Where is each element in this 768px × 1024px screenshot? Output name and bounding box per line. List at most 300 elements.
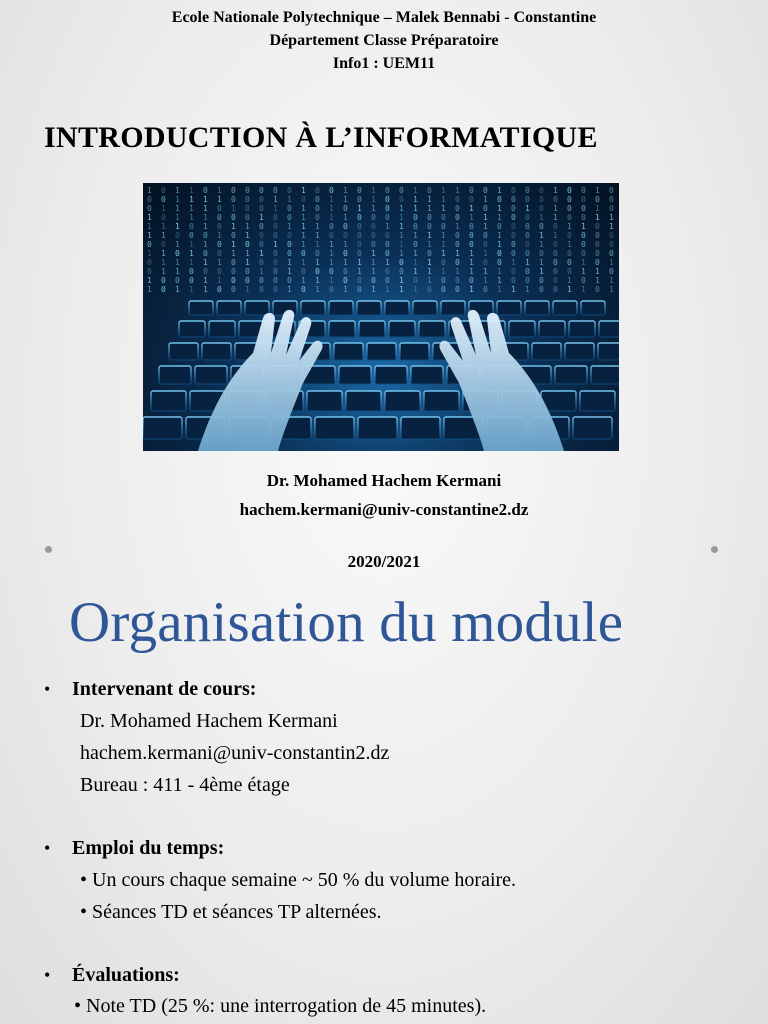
svg-text:1: 1 — [329, 195, 334, 204]
svg-text:1: 1 — [189, 249, 194, 258]
svg-text:0: 0 — [161, 276, 166, 285]
list-item — [74, 995, 486, 1018]
svg-text:0: 0 — [203, 249, 208, 258]
svg-text:1: 1 — [371, 249, 376, 258]
svg-text:1: 1 — [175, 213, 180, 222]
department-name: Département Classe Préparatoire — [269, 32, 499, 49]
svg-text:1: 1 — [175, 186, 180, 195]
svg-text:1: 1 — [413, 195, 418, 204]
svg-text:1: 1 — [567, 240, 572, 249]
svg-text:0: 0 — [273, 276, 278, 285]
svg-text:1: 1 — [315, 231, 320, 240]
svg-text:0: 0 — [595, 195, 600, 204]
svg-text:0: 0 — [441, 213, 446, 222]
svg-text:0: 0 — [231, 285, 236, 294]
svg-text:1: 1 — [273, 204, 278, 213]
svg-text:1: 1 — [399, 249, 404, 258]
svg-text:0: 0 — [217, 222, 222, 231]
svg-text:1: 1 — [217, 276, 222, 285]
svg-text:0: 0 — [539, 285, 544, 294]
svg-text:0: 0 — [539, 204, 544, 213]
svg-text:0: 0 — [511, 195, 516, 204]
svg-text:1: 1 — [189, 258, 194, 267]
svg-text:1: 1 — [427, 276, 432, 285]
svg-text:1: 1 — [609, 258, 614, 267]
svg-text:0: 0 — [511, 222, 516, 231]
svg-text:0: 0 — [161, 213, 166, 222]
svg-text:0: 0 — [385, 213, 390, 222]
svg-text:1: 1 — [399, 240, 404, 249]
svg-text:1: 1 — [371, 258, 376, 267]
svg-text:1: 1 — [287, 267, 292, 276]
svg-text:0: 0 — [203, 267, 208, 276]
svg-text:0: 0 — [357, 222, 362, 231]
svg-text:0: 0 — [161, 240, 166, 249]
svg-text:1: 1 — [231, 204, 236, 213]
svg-text:0: 0 — [217, 204, 222, 213]
svg-text:0: 0 — [371, 240, 376, 249]
svg-text:0: 0 — [245, 240, 250, 249]
svg-text:0: 0 — [357, 231, 362, 240]
svg-text:1: 1 — [315, 222, 320, 231]
svg-text:0: 0 — [147, 267, 152, 276]
svg-text:0: 0 — [203, 186, 208, 195]
svg-text:1: 1 — [147, 186, 152, 195]
svg-text:0: 0 — [315, 186, 320, 195]
svg-text:1: 1 — [217, 186, 222, 195]
svg-text:0: 0 — [259, 204, 264, 213]
bullet-icon: • — [44, 965, 51, 985]
svg-text:0: 0 — [413, 222, 418, 231]
svg-text:0: 0 — [539, 276, 544, 285]
svg-text:0: 0 — [189, 276, 194, 285]
course-code: Info1 : UEM11 — [332, 55, 436, 72]
svg-text:1: 1 — [455, 267, 460, 276]
svg-text:1: 1 — [553, 213, 558, 222]
svg-text:0: 0 — [399, 267, 404, 276]
svg-text:0: 0 — [539, 195, 544, 204]
svg-text:1: 1 — [343, 213, 348, 222]
svg-text:1: 1 — [259, 267, 264, 276]
svg-text:1: 1 — [259, 213, 264, 222]
svg-text:1: 1 — [385, 258, 390, 267]
svg-text:1: 1 — [469, 258, 474, 267]
svg-text:0: 0 — [581, 276, 586, 285]
svg-text:1: 1 — [203, 258, 208, 267]
svg-text:1: 1 — [371, 267, 376, 276]
svg-text:0: 0 — [245, 195, 250, 204]
svg-text:1: 1 — [175, 222, 180, 231]
svg-text:0: 0 — [427, 213, 432, 222]
svg-text:1: 1 — [147, 231, 152, 240]
bullet-icon: • — [44, 838, 51, 858]
bullet-icon: • — [74, 995, 82, 1017]
svg-text:0: 0 — [301, 249, 306, 258]
svg-text:0: 0 — [427, 249, 432, 258]
svg-text:1: 1 — [567, 285, 572, 294]
svg-text:1: 1 — [567, 222, 572, 231]
svg-text:0: 0 — [511, 276, 516, 285]
svg-text:0: 0 — [273, 258, 278, 267]
svg-text:0: 0 — [259, 186, 264, 195]
schedule-item: Séances TD et séances TP alternées. — [92, 901, 382, 923]
svg-text:0: 0 — [287, 276, 292, 285]
svg-text:1: 1 — [595, 204, 600, 213]
svg-text:0: 0 — [217, 267, 222, 276]
svg-text:1: 1 — [539, 231, 544, 240]
svg-text:0: 0 — [567, 195, 572, 204]
svg-text:0: 0 — [455, 195, 460, 204]
svg-text:1: 1 — [609, 213, 614, 222]
svg-text:0: 0 — [147, 258, 152, 267]
svg-text:1: 1 — [343, 258, 348, 267]
svg-text:1: 1 — [329, 249, 334, 258]
svg-text:1: 1 — [525, 258, 530, 267]
svg-text:1: 1 — [357, 258, 362, 267]
speaker-name: Dr. Mohamed Hachem Kermani — [80, 710, 338, 732]
author-email: hachem.kermani@univ-constantine2.dz — [239, 500, 529, 519]
svg-text:0: 0 — [455, 285, 460, 294]
svg-text:0: 0 — [357, 213, 362, 222]
svg-text:0: 0 — [497, 258, 502, 267]
svg-text:1: 1 — [301, 258, 306, 267]
svg-text:1: 1 — [483, 267, 488, 276]
svg-text:0: 0 — [273, 285, 278, 294]
svg-text:0: 0 — [525, 231, 530, 240]
svg-text:0: 0 — [217, 213, 222, 222]
svg-text:0: 0 — [301, 285, 306, 294]
svg-text:1: 1 — [427, 231, 432, 240]
svg-text:1: 1 — [189, 285, 194, 294]
svg-text:1: 1 — [189, 204, 194, 213]
svg-text:1: 1 — [581, 285, 586, 294]
svg-text:0: 0 — [301, 195, 306, 204]
svg-text:1: 1 — [497, 213, 502, 222]
svg-text:0: 0 — [567, 186, 572, 195]
svg-text:0: 0 — [595, 258, 600, 267]
svg-text:0: 0 — [343, 231, 348, 240]
svg-text:0: 0 — [217, 249, 222, 258]
svg-text:1: 1 — [497, 267, 502, 276]
svg-text:0: 0 — [525, 240, 530, 249]
svg-text:0: 0 — [553, 258, 558, 267]
svg-text:0: 0 — [525, 222, 530, 231]
svg-text:0: 0 — [553, 267, 558, 276]
svg-text:0: 0 — [581, 231, 586, 240]
svg-text:0: 0 — [525, 276, 530, 285]
svg-text:0: 0 — [525, 249, 530, 258]
svg-text:1: 1 — [385, 222, 390, 231]
svg-text:1: 1 — [553, 231, 558, 240]
svg-text:1: 1 — [301, 240, 306, 249]
svg-text:0: 0 — [469, 186, 474, 195]
svg-text:1: 1 — [483, 222, 488, 231]
svg-text:1: 1 — [147, 285, 152, 294]
svg-text:0: 0 — [231, 267, 236, 276]
svg-text:0: 0 — [231, 258, 236, 267]
svg-text:0: 0 — [385, 186, 390, 195]
svg-text:0: 0 — [357, 285, 362, 294]
svg-text:0: 0 — [259, 195, 264, 204]
svg-text:1: 1 — [539, 267, 544, 276]
svg-text:1: 1 — [315, 276, 320, 285]
svg-text:1: 1 — [525, 285, 530, 294]
svg-text:0: 0 — [385, 249, 390, 258]
organisation-slide — [0, 540, 768, 1024]
svg-text:1: 1 — [441, 186, 446, 195]
svg-text:0: 0 — [441, 276, 446, 285]
svg-text:1: 1 — [287, 258, 292, 267]
svg-text:0: 0 — [511, 231, 516, 240]
svg-text:1: 1 — [581, 222, 586, 231]
svg-text:1: 1 — [469, 267, 474, 276]
svg-text:0: 0 — [595, 231, 600, 240]
svg-text:0: 0 — [343, 249, 348, 258]
svg-text:0: 0 — [315, 249, 320, 258]
speaker-email: hachem.kermani@univ-constantin2.dz — [80, 742, 390, 764]
svg-text:0: 0 — [357, 186, 362, 195]
svg-text:0: 0 — [315, 204, 320, 213]
svg-text:1: 1 — [441, 240, 446, 249]
svg-text:0: 0 — [609, 204, 614, 213]
svg-text:0: 0 — [539, 186, 544, 195]
svg-text:1: 1 — [203, 276, 208, 285]
svg-text:0: 0 — [147, 204, 152, 213]
svg-text:0: 0 — [329, 231, 334, 240]
svg-text:1: 1 — [511, 285, 516, 294]
svg-text:1: 1 — [553, 186, 558, 195]
svg-text:0: 0 — [511, 204, 516, 213]
svg-text:1: 1 — [455, 222, 460, 231]
svg-text:1: 1 — [231, 240, 236, 249]
svg-text:0: 0 — [343, 276, 348, 285]
svg-text:0: 0 — [511, 267, 516, 276]
svg-text:0: 0 — [511, 213, 516, 222]
svg-text:1: 1 — [189, 240, 194, 249]
svg-text:0: 0 — [231, 195, 236, 204]
svg-text:1: 1 — [301, 276, 306, 285]
bullet-icon: • — [80, 869, 88, 891]
svg-text:1: 1 — [343, 195, 348, 204]
svg-text:1: 1 — [287, 222, 292, 231]
svg-text:1: 1 — [329, 258, 334, 267]
svg-text:0: 0 — [161, 186, 166, 195]
svg-text:1: 1 — [189, 186, 194, 195]
svg-text:1: 1 — [245, 249, 250, 258]
section-heading: Intervenant de cours: — [72, 678, 257, 700]
svg-text:0: 0 — [287, 240, 292, 249]
svg-text:1: 1 — [483, 276, 488, 285]
svg-text:1: 1 — [175, 240, 180, 249]
svg-text:1: 1 — [217, 195, 222, 204]
svg-text:0: 0 — [581, 249, 586, 258]
svg-text:0: 0 — [231, 276, 236, 285]
svg-text:0: 0 — [329, 222, 334, 231]
svg-text:0: 0 — [525, 186, 530, 195]
svg-text:1: 1 — [175, 258, 180, 267]
svg-text:0: 0 — [231, 186, 236, 195]
svg-text:0: 0 — [455, 276, 460, 285]
svg-text:1: 1 — [259, 249, 264, 258]
svg-text:0: 0 — [385, 195, 390, 204]
svg-text:1: 1 — [203, 285, 208, 294]
svg-text:1: 1 — [231, 222, 236, 231]
svg-text:0: 0 — [287, 204, 292, 213]
svg-text:1: 1 — [497, 285, 502, 294]
svg-text:1: 1 — [217, 231, 222, 240]
svg-text:1: 1 — [539, 258, 544, 267]
svg-text:0: 0 — [567, 249, 572, 258]
svg-text:1: 1 — [427, 258, 432, 267]
svg-text:1: 1 — [413, 204, 418, 213]
svg-text:1: 1 — [385, 285, 390, 294]
svg-text:0: 0 — [273, 267, 278, 276]
svg-text:0: 0 — [231, 231, 236, 240]
svg-text:0: 0 — [427, 285, 432, 294]
svg-text:1: 1 — [497, 276, 502, 285]
svg-text:0: 0 — [567, 231, 572, 240]
svg-text:1: 1 — [483, 213, 488, 222]
svg-text:0: 0 — [399, 195, 404, 204]
svg-text:0: 0 — [553, 285, 558, 294]
svg-text:0: 0 — [175, 231, 180, 240]
evaluation-item: Note TD (25 %: une interrogation de 45 minutes). — [86, 995, 487, 1017]
svg-text:0: 0 — [259, 231, 264, 240]
svg-text:1: 1 — [203, 195, 208, 204]
svg-text:0: 0 — [497, 222, 502, 231]
svg-text:0: 0 — [245, 186, 250, 195]
svg-text:0: 0 — [371, 276, 376, 285]
svg-text:0: 0 — [455, 240, 460, 249]
svg-text:0: 0 — [413, 213, 418, 222]
svg-text:1: 1 — [469, 204, 474, 213]
svg-text:0: 0 — [469, 222, 474, 231]
svg-text:0: 0 — [609, 240, 614, 249]
svg-text:1: 1 — [203, 222, 208, 231]
svg-text:1: 1 — [245, 231, 250, 240]
svg-text:1: 1 — [399, 213, 404, 222]
svg-text:1: 1 — [357, 204, 362, 213]
svg-text:1: 1 — [245, 258, 250, 267]
svg-text:0: 0 — [175, 249, 180, 258]
svg-text:1: 1 — [441, 267, 446, 276]
svg-text:0: 0 — [609, 267, 614, 276]
svg-text:0: 0 — [483, 186, 488, 195]
svg-text:0: 0 — [287, 213, 292, 222]
svg-text:1: 1 — [427, 195, 432, 204]
svg-text:1: 1 — [609, 285, 614, 294]
svg-text:0: 0 — [427, 186, 432, 195]
bullet-icon: • — [44, 679, 51, 699]
svg-text:1: 1 — [161, 249, 166, 258]
svg-text:0: 0 — [147, 195, 152, 204]
svg-text:1: 1 — [539, 240, 544, 249]
svg-text:1: 1 — [287, 195, 292, 204]
svg-text:0: 0 — [483, 285, 488, 294]
svg-text:1: 1 — [399, 231, 404, 240]
svg-text:0: 0 — [595, 222, 600, 231]
svg-text:0: 0 — [567, 267, 572, 276]
svg-text:0: 0 — [455, 258, 460, 267]
svg-text:1: 1 — [413, 267, 418, 276]
svg-text:0: 0 — [441, 258, 446, 267]
svg-text:0: 0 — [259, 276, 264, 285]
svg-text:1: 1 — [497, 240, 502, 249]
svg-text:1: 1 — [273, 195, 278, 204]
svg-text:1: 1 — [441, 204, 446, 213]
svg-text:0: 0 — [567, 213, 572, 222]
svg-text:1: 1 — [413, 285, 418, 294]
svg-text:0: 0 — [273, 249, 278, 258]
svg-text:1: 1 — [595, 267, 600, 276]
svg-text:0: 0 — [511, 240, 516, 249]
svg-text:0: 0 — [287, 231, 292, 240]
svg-text:1: 1 — [399, 285, 404, 294]
svg-text:1: 1 — [581, 258, 586, 267]
svg-text:0: 0 — [469, 231, 474, 240]
slide-title: Organisation du module — [69, 591, 624, 654]
svg-text:0: 0 — [315, 195, 320, 204]
svg-text:0: 0 — [357, 195, 362, 204]
svg-text:1: 1 — [413, 249, 418, 258]
svg-text:0: 0 — [245, 276, 250, 285]
svg-text:1: 1 — [301, 231, 306, 240]
svg-text:0: 0 — [259, 240, 264, 249]
svg-text:0: 0 — [497, 249, 502, 258]
svg-text:0: 0 — [427, 222, 432, 231]
svg-text:0: 0 — [595, 249, 600, 258]
svg-text:0: 0 — [455, 213, 460, 222]
svg-text:1: 1 — [399, 204, 404, 213]
section-schedule — [44, 837, 224, 860]
svg-text:0: 0 — [343, 204, 348, 213]
svg-text:0: 0 — [245, 267, 250, 276]
school-name: Ecole Nationale Polytechnique – Malek Bennabi - Constantine — [171, 9, 597, 26]
svg-text:1: 1 — [413, 186, 418, 195]
section-heading: Emploi du temps: — [72, 837, 225, 859]
svg-text:0: 0 — [399, 186, 404, 195]
svg-text:0: 0 — [413, 240, 418, 249]
svg-text:1: 1 — [301, 222, 306, 231]
svg-text:1: 1 — [343, 285, 348, 294]
svg-text:0: 0 — [259, 222, 264, 231]
svg-text:0: 0 — [385, 267, 390, 276]
svg-text:0: 0 — [161, 285, 166, 294]
svg-text:0: 0 — [553, 276, 558, 285]
svg-text:1: 1 — [161, 267, 166, 276]
svg-text:1: 1 — [175, 285, 180, 294]
academic-year: 2020/2021 — [347, 552, 421, 571]
svg-text:1: 1 — [175, 267, 180, 276]
svg-text:0: 0 — [441, 285, 446, 294]
svg-text:1: 1 — [329, 240, 334, 249]
svg-text:1: 1 — [301, 213, 306, 222]
svg-text:0: 0 — [259, 285, 264, 294]
svg-text:0: 0 — [497, 195, 502, 204]
svg-text:0: 0 — [553, 240, 558, 249]
svg-text:0: 0 — [301, 267, 306, 276]
svg-text:1: 1 — [413, 258, 418, 267]
svg-text:0: 0 — [483, 258, 488, 267]
svg-text:1: 1 — [441, 231, 446, 240]
svg-text:1: 1 — [315, 285, 320, 294]
svg-text:0: 0 — [511, 186, 516, 195]
svg-text:1: 1 — [483, 195, 488, 204]
svg-text:1: 1 — [441, 249, 446, 258]
svg-text:0: 0 — [609, 195, 614, 204]
svg-text:0: 0 — [581, 240, 586, 249]
svg-text:1: 1 — [203, 204, 208, 213]
